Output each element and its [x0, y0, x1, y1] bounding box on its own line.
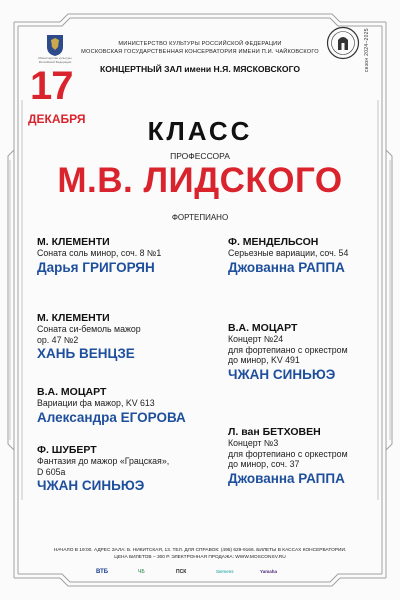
season-label: сезон 2024–2025 — [364, 28, 370, 72]
performer-name: Джованна РАППА — [228, 470, 345, 486]
composer-name: Ф. МЕНДЕЛЬСОН — [228, 236, 319, 248]
performer-name: Джованна РАППА — [228, 259, 345, 275]
professor-label: ПРОФЕССОРА — [170, 151, 230, 161]
composer-name: В.А. МОЦАРТ — [228, 322, 298, 334]
sponsor-logo: ВТБ — [96, 569, 109, 575]
sponsor-logo: Yamaha — [260, 569, 278, 574]
work-title: Соната си-бемоль мажор ор. 47 №2 — [37, 324, 141, 345]
sponsor-logo: ЧБ — [138, 569, 145, 575]
program-item — [37, 386, 212, 426]
program-item — [228, 236, 400, 276]
emblem-caption: Министерство культуры Российской Федерации — [38, 56, 72, 64]
instrument-label: ФОРТЕПИАНО — [171, 213, 229, 222]
concert-hall: КОНЦЕРТНЫЙ ЗАЛ имени Н.Я. МЯСКОВСКОГО — [99, 64, 301, 74]
performer-name: Александра ЕГОРОВА — [37, 409, 186, 425]
composer-name: Л. ван БЕТХОВЕН — [228, 426, 321, 438]
work-title: Вариации фа мажор, KV 613 — [37, 398, 155, 409]
conservatory-line: МОСКОВСКАЯ ГОСУДАРСТВЕННАЯ КОНСЕРВАТОРИЯ ИМЕНИ П.И. ЧАЙКОВСКОГО — [81, 48, 319, 55]
composer-name: М. КЛЕМЕНТИ — [37, 312, 110, 324]
composer-name: М. КЛЕМЕНТИ — [37, 236, 110, 248]
composer-name: В.А. МОЦАРТ — [37, 386, 107, 398]
work-title: Концерт №3 для фортепиано с оркестром до минор, соч. 37 — [228, 438, 348, 470]
work-title: Концерт №24 для фортепиано с оркестром до минор, KV 491 — [228, 334, 348, 366]
sponsor-logo: ПСК — [176, 569, 187, 575]
ministry-line: МИНИСТЕРСТВО КУЛЬТУРЫ РОССИЙСКОЙ ФЕДЕРАЦИИ — [118, 41, 282, 47]
program-item — [228, 322, 400, 383]
program-item — [37, 236, 212, 276]
composer-name: Ф. ШУБЕРТ — [37, 444, 97, 456]
performer-name: ЧЖАН СИНЬЮЭ — [37, 478, 145, 494]
footer-tickets: ЦЕНА БИЛЕТОВ – 300 Р. ЭЛЕКТРОННАЯ ПРОДАЖА: WWW.MOSCONSV.RU — [114, 554, 286, 560]
work-title: Серьезные вариации, соч. 54 — [228, 248, 349, 259]
performer-name: Дарья ГРИГОРЯН — [37, 259, 155, 275]
program-item — [228, 426, 400, 487]
date-month: ДЕКАБРЯ — [28, 112, 86, 126]
sponsor-logos — [88, 565, 312, 575]
work-title: Фантазия до мажор «Грацская», D 605а — [37, 456, 170, 477]
footer-info — [0, 548, 400, 562]
performer-name: ХАНЬ ВЕНЦЗЕ — [37, 346, 135, 362]
poster-title: КЛАСС — [147, 116, 253, 146]
performer-name: ЧЖАН СИНЬЮЭ — [228, 366, 336, 382]
date-day: 17 — [30, 64, 73, 108]
sponsor-logo: Siemens — [216, 569, 234, 574]
program-item — [37, 444, 212, 494]
program-item — [37, 312, 212, 362]
footer-address: НАЧАЛО В 19:00. АДРЕС ЗАЛА: Б. НИКИТСКАЯ, 13. ТЕЛ. ДЛЯ СПРАВОК: (495) 629-9166. БИЛЕТЫ В КАССАХ КОНСЕРВАТОРИИ. — [53, 548, 347, 553]
work-title: Соната соль минор, соч. 8 №1 — [37, 248, 162, 259]
professor-name: М.В. ЛИДСКОГО — [57, 161, 343, 200]
ministry-header — [0, 41, 400, 56]
